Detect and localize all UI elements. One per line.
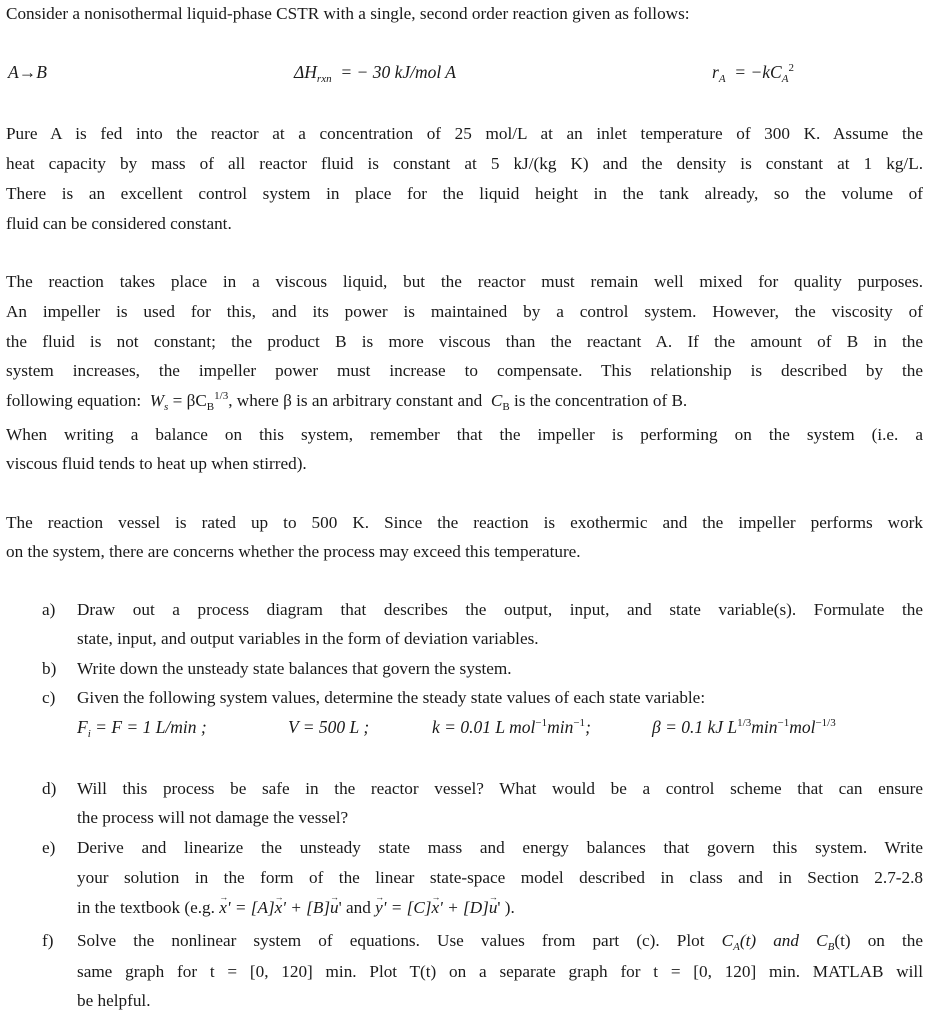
enthalpy-equation: $\Delta H_{rxn}$ = − 30 kJ/mol A xyxy=(294,62,456,85)
item-f-line: be helpful. xyxy=(77,991,151,1010)
para2-line: the fluid is not constant; the product B is more viscous than the reactant A. If the amount of B in the xyxy=(6,332,923,351)
para3-line: on the system, there are concerns whether the process may exceed this temperature. xyxy=(6,542,581,561)
volume-value: V = 500 L ; xyxy=(288,717,370,737)
item-d-line: the process will not damage the vessel? xyxy=(77,808,349,827)
system-values: $F_i = F = 1$ L/min ; xyxy=(77,717,207,740)
para2-line: When writing a balance on this system, remember that the impeller is performing on the system (i.e. a xyxy=(6,425,923,444)
item-f-label: f) xyxy=(42,931,54,950)
item-e-label: e) xyxy=(42,838,56,857)
para2-line: system increases, the impeller power must increase to compensate. This relationship is described by the xyxy=(6,361,923,380)
para2-line: viscous fluid tends to heat up when stirred). xyxy=(6,454,307,473)
item-a-line: Draw out a process diagram that describes the output, input, and state variable(s). Formulate the xyxy=(77,600,923,619)
state-space-line: in the textbook (e.g. → x' = [A]→ x' + [B]→ u' and → y' = [C]→ x' + [D]→ u' ). xyxy=(77,898,515,918)
rate-equation: $r_A = -kC_A^2$ xyxy=(712,62,794,85)
beta-value: β = 0.1 kJ $L^{1/3}\min^{-1}mol^{-1/3}$ xyxy=(652,717,836,737)
k-value: k = 0.01 L $mol^{-1}\min^{-1}$; xyxy=(432,717,591,737)
item-a-line: state, input, and output variables in the form of deviation variables. xyxy=(77,629,539,648)
para3-line: The reaction vessel is rated up to 500 K. Since the reaction is exothermic and the impeller performs work xyxy=(6,513,923,532)
item-b-label: b) xyxy=(42,659,57,678)
para1-line: fluid can be considered constant. xyxy=(6,214,232,233)
reaction-equation: A→B xyxy=(8,62,47,82)
impeller-equation-line: following equation: $W_s = \beta C_B^{1/3}$, where β is an arbitrary constant and $C_B$ is the concentration of B. xyxy=(6,390,688,413)
item-b-line: Write down the unsteady state balances that govern the system. xyxy=(77,659,512,678)
item-c-label: c) xyxy=(42,688,56,707)
item-d-label: d) xyxy=(42,779,57,798)
item-d-line: Will this process be safe in the reactor vessel? What would be a control scheme that can ensure xyxy=(77,779,923,798)
para1-line: heat capacity by mass of all reactor fluid is constant at 5 kJ/(kg K) and the density is constant at 1 kg/L. xyxy=(6,154,923,173)
para2-line: The reaction takes place in a viscous liquid, but the reactor must remain well mixed for quality purposes. xyxy=(6,272,923,291)
item-e-line: Derive and linearize the unsteady state mass and energy balances that govern this system. Write xyxy=(77,838,923,857)
para1-line: There is an excellent control system in place for the liquid height in the tank already, so the volume of xyxy=(6,184,923,203)
item-c-line: Given the following system values, determine the steady state values of each state variable: xyxy=(77,688,706,707)
item-f-line: same graph for t = [0, 120] min. Plot T(t) on a separate graph for t = [0, 120] min. MATLAB will xyxy=(77,962,923,981)
para2-line: An impeller is used for this, and its power is maintained by a control system. However, the viscosity of xyxy=(6,302,923,321)
item-e-line: your solution in the form of the linear state-space model described in class and in Section 2.7-2.8 xyxy=(77,868,923,887)
item-f-line: Solve the nonlinear system of equations. Use values from part (c). Plot $C_A(t)$ and $C_B(t)$ on the xyxy=(77,931,924,953)
item-a-label: a) xyxy=(42,600,56,619)
intro-text: Consider a nonisothermal liquid-phase CSTR with a single, second order reaction given as follows: xyxy=(6,4,690,23)
para1-line: Pure A is fed into the reactor at a concentration of 25 mol/L at an inlet temperature of 300 K. Assume the xyxy=(6,124,923,143)
